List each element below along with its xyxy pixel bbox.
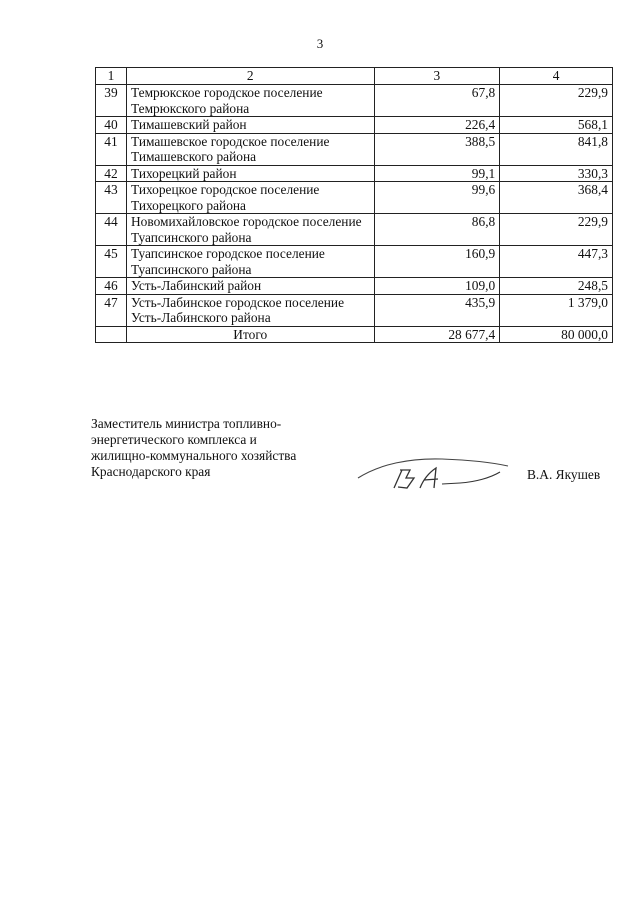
row-name-cell: Тимашевское городское поселение Тимашевского района xyxy=(126,133,374,165)
table-row xyxy=(96,133,613,165)
row-number-cell: 41 xyxy=(96,133,127,165)
row-value-3-cell: 99,1 xyxy=(374,165,500,182)
row-value-3-cell: 435,9 xyxy=(374,294,500,326)
handwritten-signature xyxy=(350,448,520,494)
row-number-cell: 46 xyxy=(96,278,127,295)
table-row xyxy=(96,278,613,295)
row-value-3-cell: 67,8 xyxy=(374,85,500,117)
row-value-4-cell: 568,1 xyxy=(500,117,613,134)
row-value-3-cell: 86,8 xyxy=(374,214,500,246)
total-row xyxy=(96,326,613,343)
row-value-4-cell: 841,8 xyxy=(500,133,613,165)
table-row xyxy=(96,165,613,182)
row-number-cell: 40 xyxy=(96,117,127,134)
row-number-cell: 47 xyxy=(96,294,127,326)
total-empty-cell xyxy=(96,326,127,343)
row-name-cell: Тихорецкое городское поселение Тихорецкого района xyxy=(126,182,374,214)
row-value-4-cell: 1 379,0 xyxy=(500,294,613,326)
signature-title-line: Заместитель министра топливно- xyxy=(91,416,282,431)
row-number-cell: 45 xyxy=(96,246,127,278)
header-cell: 2 xyxy=(126,68,374,85)
total-label-cell: Итого xyxy=(126,326,374,343)
table-row xyxy=(96,182,613,214)
row-value-3-cell: 226,4 xyxy=(374,117,500,134)
row-value-4-cell: 330,3 xyxy=(500,165,613,182)
table-row xyxy=(96,117,613,134)
row-number-cell: 44 xyxy=(96,214,127,246)
total-value-4-cell: 80 000,0 xyxy=(500,326,613,343)
header-cell: 4 xyxy=(500,68,613,85)
table-header-row xyxy=(96,68,613,85)
row-name-cell: Усть-Лабинский район xyxy=(126,278,374,295)
row-name-cell: Тимашевский район xyxy=(126,117,374,134)
row-value-3-cell: 109,0 xyxy=(374,278,500,295)
row-number-cell: 43 xyxy=(96,182,127,214)
row-name-cell: Темрюкское городское поселение Темрюкского района xyxy=(126,85,374,117)
row-value-4-cell: 248,5 xyxy=(500,278,613,295)
row-value-4-cell: 368,4 xyxy=(500,182,613,214)
row-value-4-cell: 447,3 xyxy=(500,246,613,278)
row-value-3-cell: 160,9 xyxy=(374,246,500,278)
table-row xyxy=(96,85,613,117)
header-cell: 1 xyxy=(96,68,127,85)
row-name-cell: Новомихайловское городское поселение Туапсинского района xyxy=(126,214,374,246)
table-row xyxy=(96,246,613,278)
allocation-table xyxy=(95,67,613,343)
total-value-3-cell: 28 677,4 xyxy=(374,326,500,343)
row-number-cell: 42 xyxy=(96,165,127,182)
signature-title-line: жилищно-коммунального хозяйства xyxy=(91,448,297,463)
signature-title-line: Краснодарского края xyxy=(91,464,211,479)
row-number-cell: 39 xyxy=(96,85,127,117)
signature-title-line: энергетического комплекса и xyxy=(91,432,257,447)
row-name-cell: Усть-Лабинское городское поселение Усть-Лабинского района xyxy=(126,294,374,326)
row-name-cell: Туапсинское городское поселение Туапсинского района xyxy=(126,246,374,278)
header-cell: 3 xyxy=(374,68,500,85)
signature-title xyxy=(91,416,296,480)
table-row xyxy=(96,294,613,326)
row-value-4-cell: 229,9 xyxy=(500,85,613,117)
table-row xyxy=(96,214,613,246)
row-value-4-cell: 229,9 xyxy=(500,214,613,246)
row-name-cell: Тихорецкий район xyxy=(126,165,374,182)
row-value-3-cell: 99,6 xyxy=(374,182,500,214)
page-number: 3 xyxy=(316,36,324,51)
row-value-3-cell: 388,5 xyxy=(374,133,500,165)
signer-name: В.А. Якушев xyxy=(527,467,601,482)
